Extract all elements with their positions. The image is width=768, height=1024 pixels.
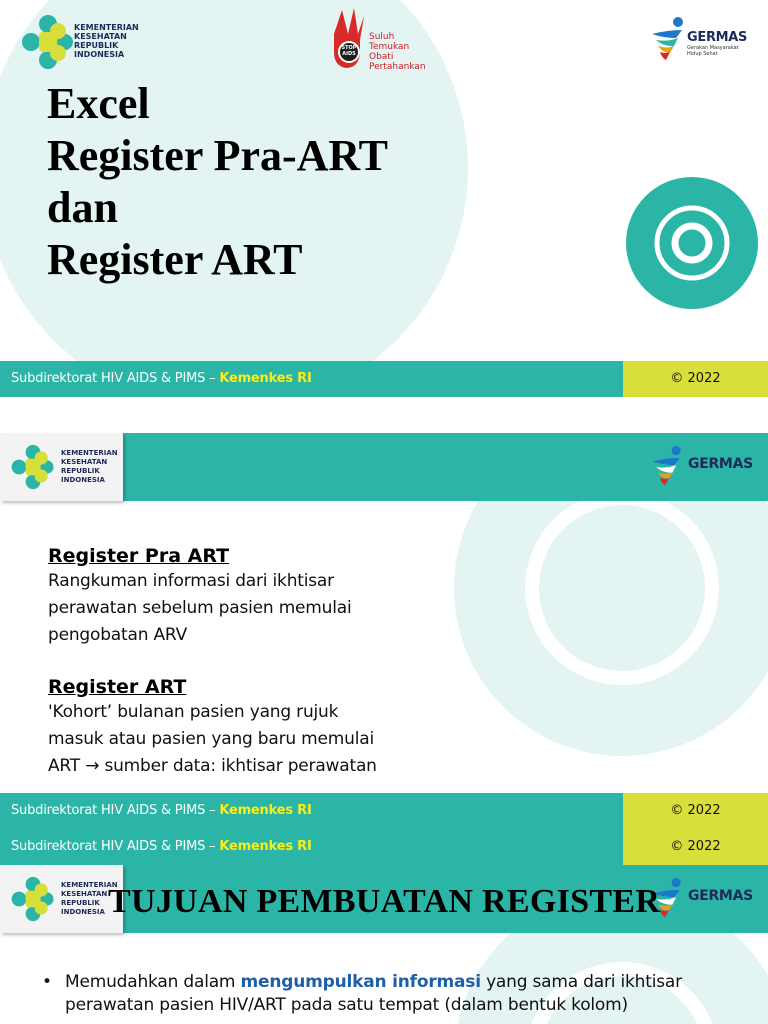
slide-top-spacer	[0, 397, 768, 433]
footer-org: Kemenkes RI	[219, 371, 312, 386]
target-ring-icon	[624, 176, 760, 310]
section-text-line: masuk atau pasien yang baru memulai	[48, 729, 375, 749]
title-line: Register ART	[47, 235, 303, 284]
footer-year-box	[623, 793, 768, 829]
title-line: dan	[47, 183, 118, 232]
definition-slide	[0, 397, 768, 829]
footer-year: © 2022	[670, 371, 721, 386]
footer-credit	[11, 371, 312, 386]
section-text-line: ART → sumber data: ikhtisar perawatan	[48, 756, 377, 776]
footer-org: Kemenkes RI	[219, 803, 312, 818]
germas-figure-icon	[650, 16, 686, 64]
footer-bar	[0, 829, 768, 865]
footer-bar	[0, 361, 768, 397]
footer-unit: Subdirektorat HIV AIDS & PIMS –	[11, 839, 220, 854]
title-line: Excel	[47, 79, 150, 128]
section-heading: Register ART	[48, 676, 187, 698]
bullet-dot-icon: •	[42, 972, 52, 992]
footer-year: © 2022	[670, 803, 721, 818]
bullet-text-line: perawatan pasien HIV/ART pada satu tempat (dalam bentuk kolom)	[65, 995, 628, 1015]
bullet-text: yang sama dari ikhtisar	[480, 972, 682, 992]
stop-badge-text: AIDS	[342, 51, 356, 57]
germas-wordmark: GERMAS	[688, 888, 753, 904]
germas-logo	[650, 877, 760, 923]
bullet-highlight: mengumpulkan informasi	[240, 972, 481, 992]
kemenkes-line: INDONESIA	[74, 50, 125, 59]
footer-bar	[0, 793, 768, 829]
header-band	[0, 433, 768, 501]
section-text-line: 'Kohort’ bulanan pasien yang rujuk	[48, 702, 339, 722]
header-logo-box	[0, 865, 123, 933]
kemenkes-line: INDONESIA	[61, 476, 105, 484]
content-block	[48, 545, 377, 780]
kemenkes-line: KEMENTERIAN	[61, 881, 118, 889]
footer-unit: Subdirektorat HIV AIDS & PIMS –	[11, 803, 220, 818]
kemenkes-line: KESEHATAN	[74, 32, 127, 41]
germas-tagline: Hidup Sehat	[687, 51, 718, 57]
kemenkes-emblem-icon	[22, 14, 74, 70]
kemenkes-line: REPUBLIK	[74, 41, 119, 50]
footer-unit: Subdirektorat HIV AIDS & PIMS –	[11, 371, 220, 386]
kemenkes-line: REPUBLIK	[61, 899, 100, 907]
kemenkes-line: KEMENTERIAN	[61, 449, 118, 457]
kemenkes-line: KESEHATAN	[61, 458, 108, 466]
germas-wordmark: GERMAS	[687, 30, 748, 45]
stop-badge-text: STOP	[341, 45, 357, 51]
germas-logo	[650, 445, 760, 491]
header-logo-box	[0, 433, 123, 501]
stop-tagline	[369, 32, 426, 72]
stop-line: Temukan	[369, 42, 410, 52]
title-line: Register Pra-ART	[47, 131, 388, 180]
kemenkes-emblem-icon	[11, 444, 55, 490]
title-slide	[0, 0, 768, 397]
section-text-line: Rangkuman informasi dari ikhtisar	[48, 571, 334, 591]
kemenkes-line: INDONESIA	[61, 908, 105, 916]
kemenkes-line: REPUBLIK	[61, 467, 100, 475]
section-text-line: perawatan sebelum pasien memulai	[48, 598, 352, 618]
slide-title	[47, 78, 388, 286]
stop-line: Pertahankan	[369, 62, 426, 72]
stop-line: Obati	[369, 52, 394, 62]
section-heading: Register Pra ART	[48, 545, 230, 567]
footer-credit	[11, 803, 312, 818]
footer-year: © 2022	[670, 839, 721, 854]
germas-wordmark: GERMAS	[688, 456, 753, 472]
footer-org: Kemenkes RI	[219, 839, 312, 854]
footer-year-box	[623, 361, 768, 397]
stop-hand-icon	[330, 4, 368, 72]
footer-credit	[11, 839, 312, 854]
kemenkes-emblem-icon	[11, 876, 55, 922]
kemenkes-line: KESEHATAN	[61, 890, 108, 898]
footer-year-box	[623, 829, 768, 865]
section-text-line: pengobatan ARV	[48, 625, 188, 645]
objective-slide	[0, 829, 768, 1024]
stop-line: Suluh	[369, 32, 395, 42]
kemenkes-logo	[22, 14, 147, 70]
germas-figure-icon	[650, 445, 684, 489]
germas-logo	[650, 16, 760, 66]
stop-aids-logo	[330, 4, 430, 72]
kemenkes-line: KEMENTERIAN	[74, 23, 139, 32]
bullet-text: Memudahkan dalam	[65, 972, 241, 992]
germas-tagline: Gerakan Masyarakat	[687, 45, 739, 51]
slide-title: TUJUAN PEMBUATAN REGISTER	[108, 883, 661, 920]
